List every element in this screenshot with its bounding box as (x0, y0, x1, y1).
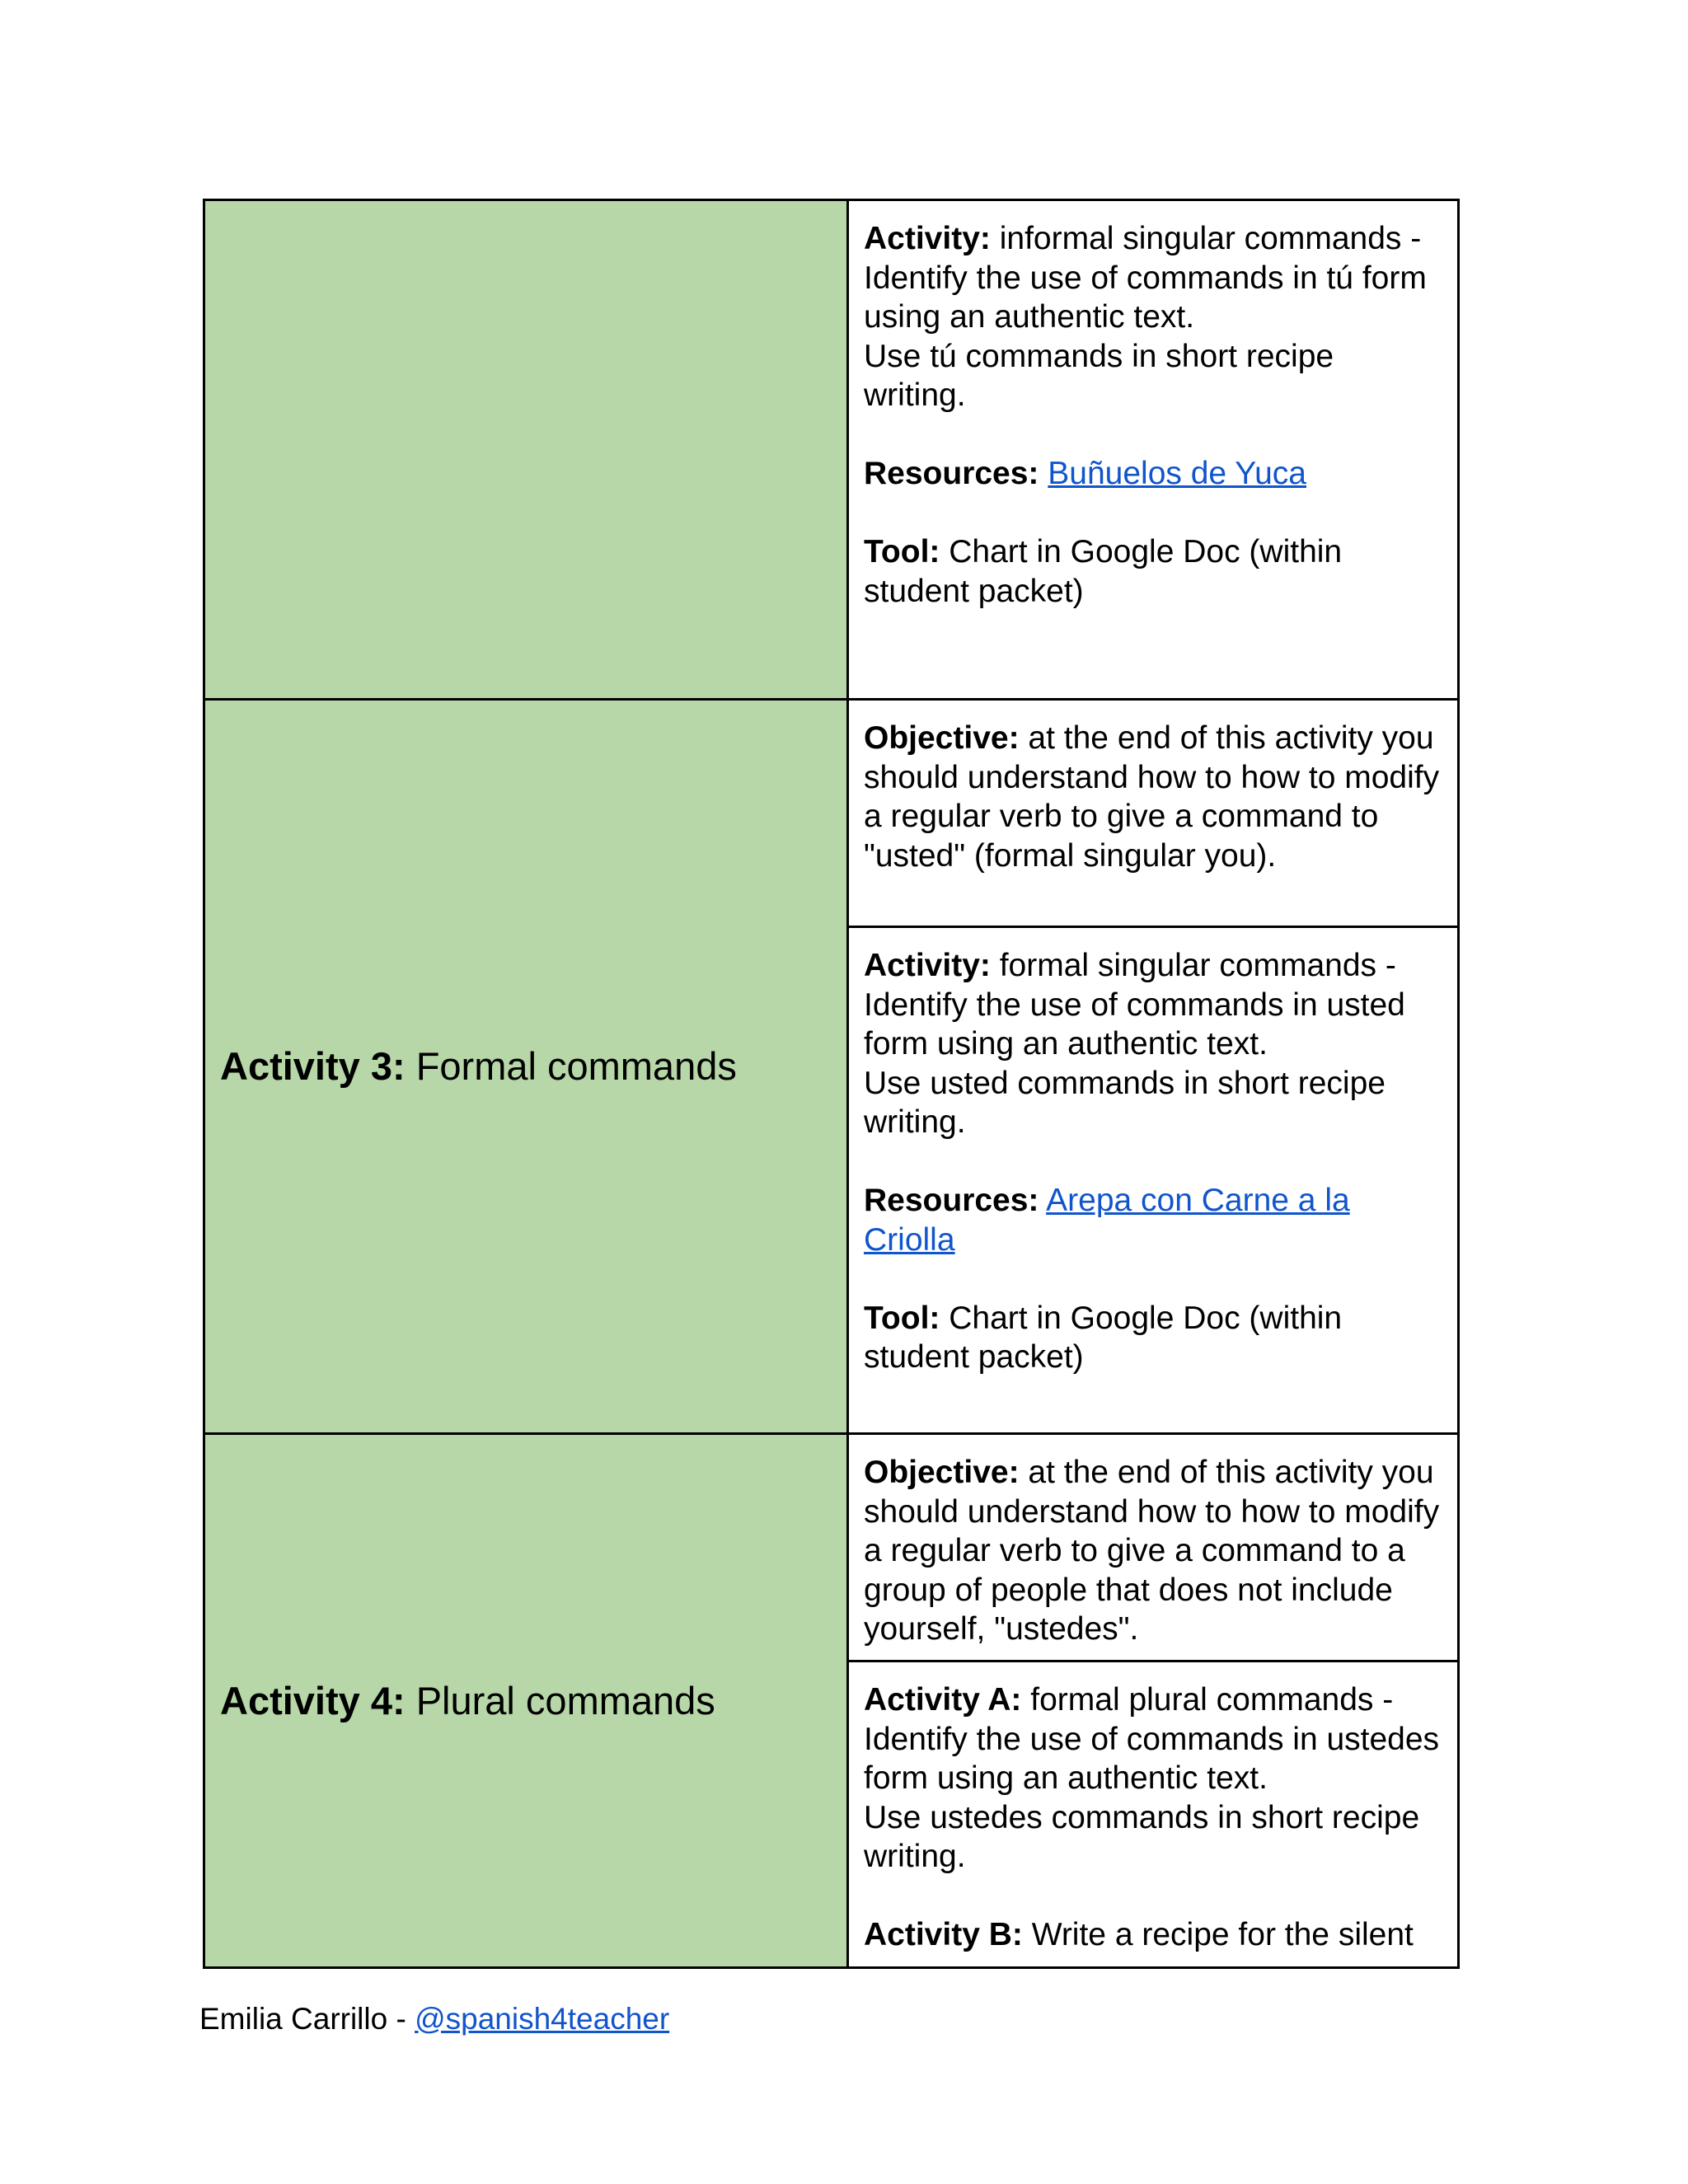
activity-3-label-cell (204, 700, 848, 1434)
activity-a-label: Activity A: (864, 1682, 1022, 1718)
activity-2-detail-cell (848, 200, 1459, 700)
activity-2-label-cell (204, 200, 848, 700)
objective-label: Objective: (864, 1455, 1020, 1490)
resource-link-arepa[interactable]: Arepa con Carne a la Criolla (864, 1183, 1350, 1258)
activity-3-label: Activity 3: (220, 1044, 406, 1088)
objective-label: Objective: (864, 720, 1020, 756)
objective-text: at the end of this activity you should understand how to how to modify a regular verb to give a command to "usted" (formal singular you). (864, 720, 1440, 874)
activity-b-label: Activity B: (864, 1917, 1023, 1952)
tool-line (864, 532, 1442, 611)
activity-a-description (864, 1680, 1442, 1798)
tool-label: Tool: (864, 534, 940, 569)
tool-text: Chart in Google Doc (within student packet) (864, 1300, 1343, 1375)
activity-4-objective-cell (848, 1434, 1459, 1661)
tool-text: Chart in Google Doc (within student packet) (864, 534, 1343, 609)
page-footer (199, 2001, 669, 2037)
activity-4-name: Plural commands (415, 1678, 715, 1722)
footer-handle-link[interactable]: @spanish4teacher (415, 2002, 670, 2036)
activity-text-2: Use tú commands in short recipe writing. (864, 338, 1334, 413)
activity-text-2: Use usted commands in short recipe writing. (864, 1065, 1386, 1140)
resources-line (864, 454, 1442, 494)
activity-a-text: formal plural commands - Identify the use of commands in ustedes form using an authentic text. (864, 1682, 1440, 1796)
activity-text: informal singular commands - Identify the use of commands in tú form using an authentic text. (864, 221, 1427, 335)
resources-label: Resources: (864, 456, 1039, 491)
resources-label: Resources: (864, 1183, 1039, 1218)
tool-label: Tool: (864, 1300, 940, 1336)
activity-3-objective-cell (848, 700, 1459, 927)
activity-b-text: Write a recipe for the silent (1031, 1917, 1414, 1952)
activity-3-name: Formal commands (415, 1044, 737, 1088)
activity-description (864, 946, 1442, 1064)
table-row (204, 1434, 1459, 1661)
activity-4-detail-cell (848, 1661, 1459, 1968)
lesson-plan-table (203, 199, 1460, 1969)
resource-link-bunuelos[interactable]: Buñuelos de Yuca (1048, 456, 1306, 491)
activity-description (864, 219, 1442, 337)
activity-3-title (205, 1043, 846, 1090)
objective-text: at the end of this activity you should understand how to how to modify a regular verb to give a command to a group of people that does not include yourself, "ustedes". (864, 1455, 1440, 1647)
activity-b-description (864, 1915, 1442, 1955)
tool-line (864, 1299, 1442, 1377)
activity-3-detail-cell (848, 927, 1459, 1434)
table-row (204, 200, 1459, 700)
resources-line (864, 1181, 1442, 1259)
activity-label: Activity: (864, 948, 991, 983)
activity-4-label: Activity 4: (220, 1678, 406, 1722)
activity-4-label-cell (204, 1434, 848, 1968)
activity-text: formal singular commands - Identify the use of commands in usted form using an authentic text. (864, 948, 1405, 1062)
activity-a-text-2: Use ustedes commands in short recipe writing. (864, 1799, 1420, 1874)
activity-label: Activity: (864, 221, 991, 256)
table-row (204, 700, 1459, 927)
activity-4-title (205, 1678, 846, 1724)
footer-author: Emilia Carrillo - (199, 2002, 406, 2036)
